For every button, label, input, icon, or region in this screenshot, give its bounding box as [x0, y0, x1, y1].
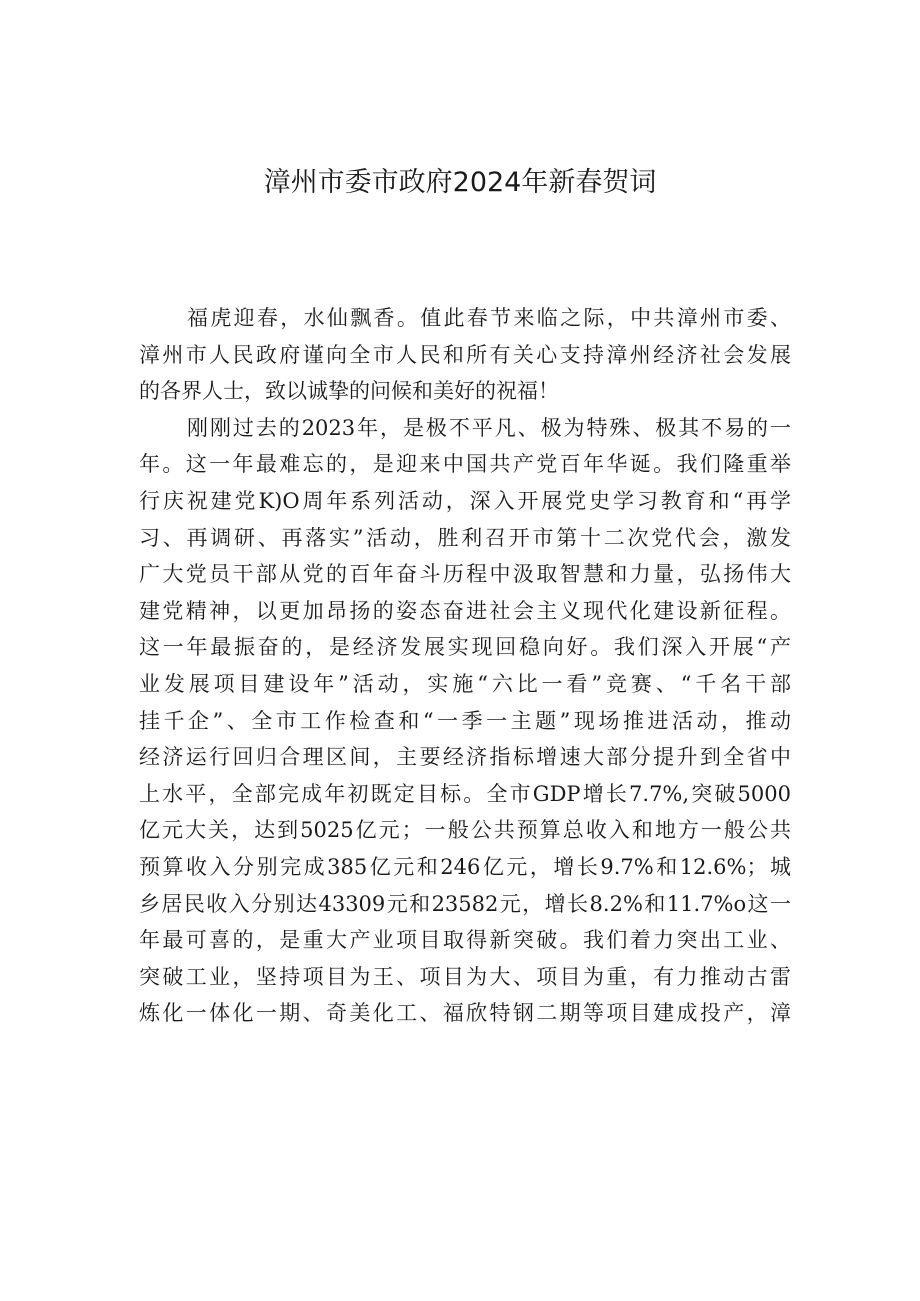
text-line: 乡居民收入分别达43309元和23582元，增长8.2%和11.7%o这一 [139, 891, 791, 916]
document-body [139, 300, 791, 1032]
text-line: 年最可喜的，是重大产业项目取得新突破。我们着力突出工业、 [139, 928, 791, 953]
text-line: 这一年最振奋的，是经济发展实现回稳向好。我们深入开展“产 [139, 635, 791, 660]
text-line: 的各界人士，致以诚挚的问候和美好的祝福！ [139, 379, 559, 404]
text-line: 刚刚过去的2023年，是极不平凡、极为特殊、极其不易的一 [187, 415, 791, 440]
text-line: 预算收入分别完成385亿元和246亿元，增长9.7%和12.6%；城 [139, 854, 791, 879]
text-line: 亿元大关，达到5025亿元；一般公共预算总收入和地方一般公共 [139, 818, 791, 843]
text-line: 广大党员干部从党的百年奋斗历程中汲取智慧和力量，弘扬伟大 [139, 562, 791, 587]
text-line: 漳州市人民政府谨向全市人民和所有关心支持漳州经济社会发展 [139, 342, 791, 367]
text-line: 习、再调研、再落实”活动，胜利召开市第十二次党代会，激发 [139, 525, 791, 550]
text-line: 上水平，全部完成年初既定目标。全市GDP增长7.7%,突破5000 [139, 781, 791, 806]
text-line: 业发展项目建设年”活动，实施“六比一看”竞赛、“千名干部 [139, 671, 791, 696]
text-line: 福虎迎春，水仙飘香。值此春节来临之际，中共漳州市委、 [187, 306, 791, 330]
text-line: 突破工业，坚持项目为王、项目为大、项目为重，有力推动古雷 [139, 964, 791, 989]
text-line: 年。这一年最难忘的，是迎来中国共产党百年华诞。我们隆重举 [139, 452, 791, 477]
document-title: 漳州市委市政府2024年新春贺词 [263, 167, 657, 198]
text-line: 经济运行回归合理区间，主要经济指标增速大部分提升到全省中 [139, 745, 791, 770]
text-line: 挂千企”、全市工作检查和“一季一主题”现场推进活动，推动 [139, 708, 791, 733]
text-line: 建党精神，以更加昂扬的姿态奋进社会主义现代化建设新征程。 [139, 598, 791, 623]
text-line: 行庆祝建党K)O周年系列活动，深入开展党史学习教育和“再学 [139, 488, 791, 513]
text-line: 炼化一体化一期、奇美化工、福欣特钢二期等项目建成投产，漳 [139, 1001, 791, 1026]
